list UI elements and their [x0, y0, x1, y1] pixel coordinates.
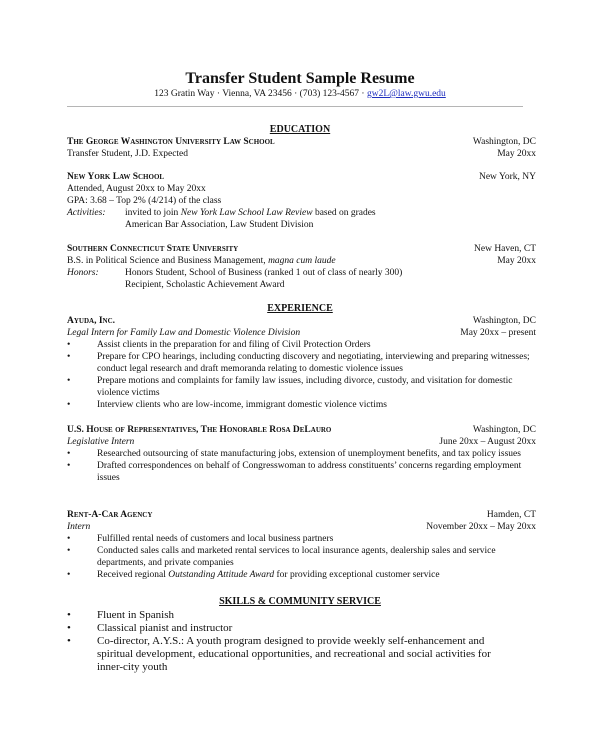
education-gwu-detail-row — [67, 148, 536, 160]
skills-heading: SKILLS & COMMUNITY SERVICE — [219, 596, 381, 607]
job-rentacar-row — [67, 509, 536, 521]
list-item: • Received regional Outstanding Attitude Award for providing exceptional customer service — [67, 569, 536, 581]
list-item: • Researched outsourcing of state manufacturing jobs, extension of unemployment benefits, and tax policy issues — [67, 448, 536, 460]
contact-line — [0, 88, 600, 100]
contact-address: 123 Gratin Way · Vienna, VA 23456 · (703) 123-4567 · — [154, 89, 367, 99]
attendance-dates: Attended, August 20xx to May 20xx — [67, 184, 206, 194]
employer-location: Washington, DC — [472, 425, 536, 435]
job-house-title-row — [67, 436, 536, 448]
job-rentacar-title-row — [67, 521, 536, 533]
school-name: Southern Connecticut State University — [67, 244, 239, 254]
job-dates: November 20xx – May 20xx — [426, 522, 536, 532]
list-item: • Assist clients in the preparation for and filing of Civil Protection Orders — [67, 339, 536, 351]
employer-name: Ayuda, Inc. — [67, 316, 116, 326]
school-location: Washington, DC — [472, 137, 536, 147]
degree-detail: Transfer Student, J.D. Expected — [67, 149, 189, 159]
job-ayuda-title-row — [67, 327, 536, 339]
education-scsu-degree-row — [67, 255, 536, 267]
activities-label: Activities: — [67, 208, 106, 218]
honor-item: Recipient, Scholastic Achievement Award — [125, 280, 285, 290]
resume-title: Transfer Student Sample Resume — [185, 70, 415, 87]
job-dates: May 20xx – present — [460, 328, 536, 338]
job-ayuda-row — [67, 315, 536, 327]
list-item: • Interview clients who are low-income, immigrant domestic violence victims — [67, 399, 536, 411]
list-item: • Classical pianist and instructor — [67, 622, 507, 635]
school-location: New Haven, CT — [474, 244, 536, 254]
list-item: • Co-director, A.Y.S.: A youth program designed to provide weekly self-enhancement and spiritual development, educational opportunities, and recreational and social activities for inner-city youth — [67, 635, 507, 674]
header-divider — [67, 106, 523, 107]
employer-name: U.S. House of Representatives, The Honorable Rosa DeLauro — [67, 425, 332, 435]
job-title: Intern — [67, 522, 91, 532]
experience-heading: EXPERIENCE — [267, 303, 333, 314]
education-heading: EDUCATION — [269, 124, 331, 135]
job-house-bullets — [67, 448, 536, 484]
list-item: • Prepare motions and complaints for family law issues, including divorce, custody, and visitation for domestic violence victims — [67, 375, 536, 399]
school-name: The George Washington University Law School — [67, 137, 275, 147]
degree-date: May 20xx — [497, 149, 536, 159]
employer-location: Washington, DC — [472, 316, 536, 326]
job-title: Legal Intern for Family Law and Domestic Violence Division — [67, 328, 301, 338]
job-title: Legislative Intern — [67, 437, 135, 447]
employer-location: Hamden, CT — [486, 510, 536, 520]
employer-name: Rent-A-Car Agency — [67, 510, 153, 520]
activity-item: invited to join New York Law School Law Review based on grades — [125, 208, 376, 218]
email-link[interactable]: gw2L@law.gwu.edu — [366, 89, 446, 99]
job-dates: June 20xx – August 20xx — [439, 437, 536, 447]
list-item: • Prepare for CPO hearings, including conducting discovery and negotiating, interviewing and preparing witnesses; conduct legal research and draft memoranda relating to domestic violence issues — [67, 351, 536, 375]
honors-label: Honors: — [67, 268, 99, 278]
activity-item: American Bar Association, Law Student Division — [125, 220, 314, 230]
list-item: • Drafted correspondences on behalf of Congresswoman to address constituents’ concerns regarding employment issues — [67, 460, 536, 484]
job-rentacar-bullets — [67, 533, 536, 581]
job-ayuda-bullets — [67, 339, 536, 411]
list-item: • Fulfilled rental needs of customers and local business partners — [67, 533, 536, 545]
list-item: • Fluent in Spanish — [67, 609, 507, 622]
job-house-row — [67, 424, 536, 436]
degree-detail: B.S. in Political Science and Business Management, magna cum laude — [67, 256, 336, 266]
school-location: New York, NY — [478, 172, 536, 182]
degree-date: May 20xx — [497, 256, 536, 266]
education-gwu-row — [67, 136, 536, 148]
education-nyls-row — [67, 171, 536, 183]
skills-list — [67, 609, 507, 674]
gpa-line: GPA: 3.68 – Top 2% (4/214) of the class — [67, 196, 222, 206]
honor-item: Honors Student, School of Business (ranked 1 out of class of nearly 300) — [125, 268, 403, 278]
school-name: New York Law School — [67, 172, 165, 182]
list-item: • Conducted sales calls and marketed rental services to local insurance agents, dealership sales and service departments, and private companies — [67, 545, 536, 569]
education-scsu-row — [67, 243, 536, 255]
